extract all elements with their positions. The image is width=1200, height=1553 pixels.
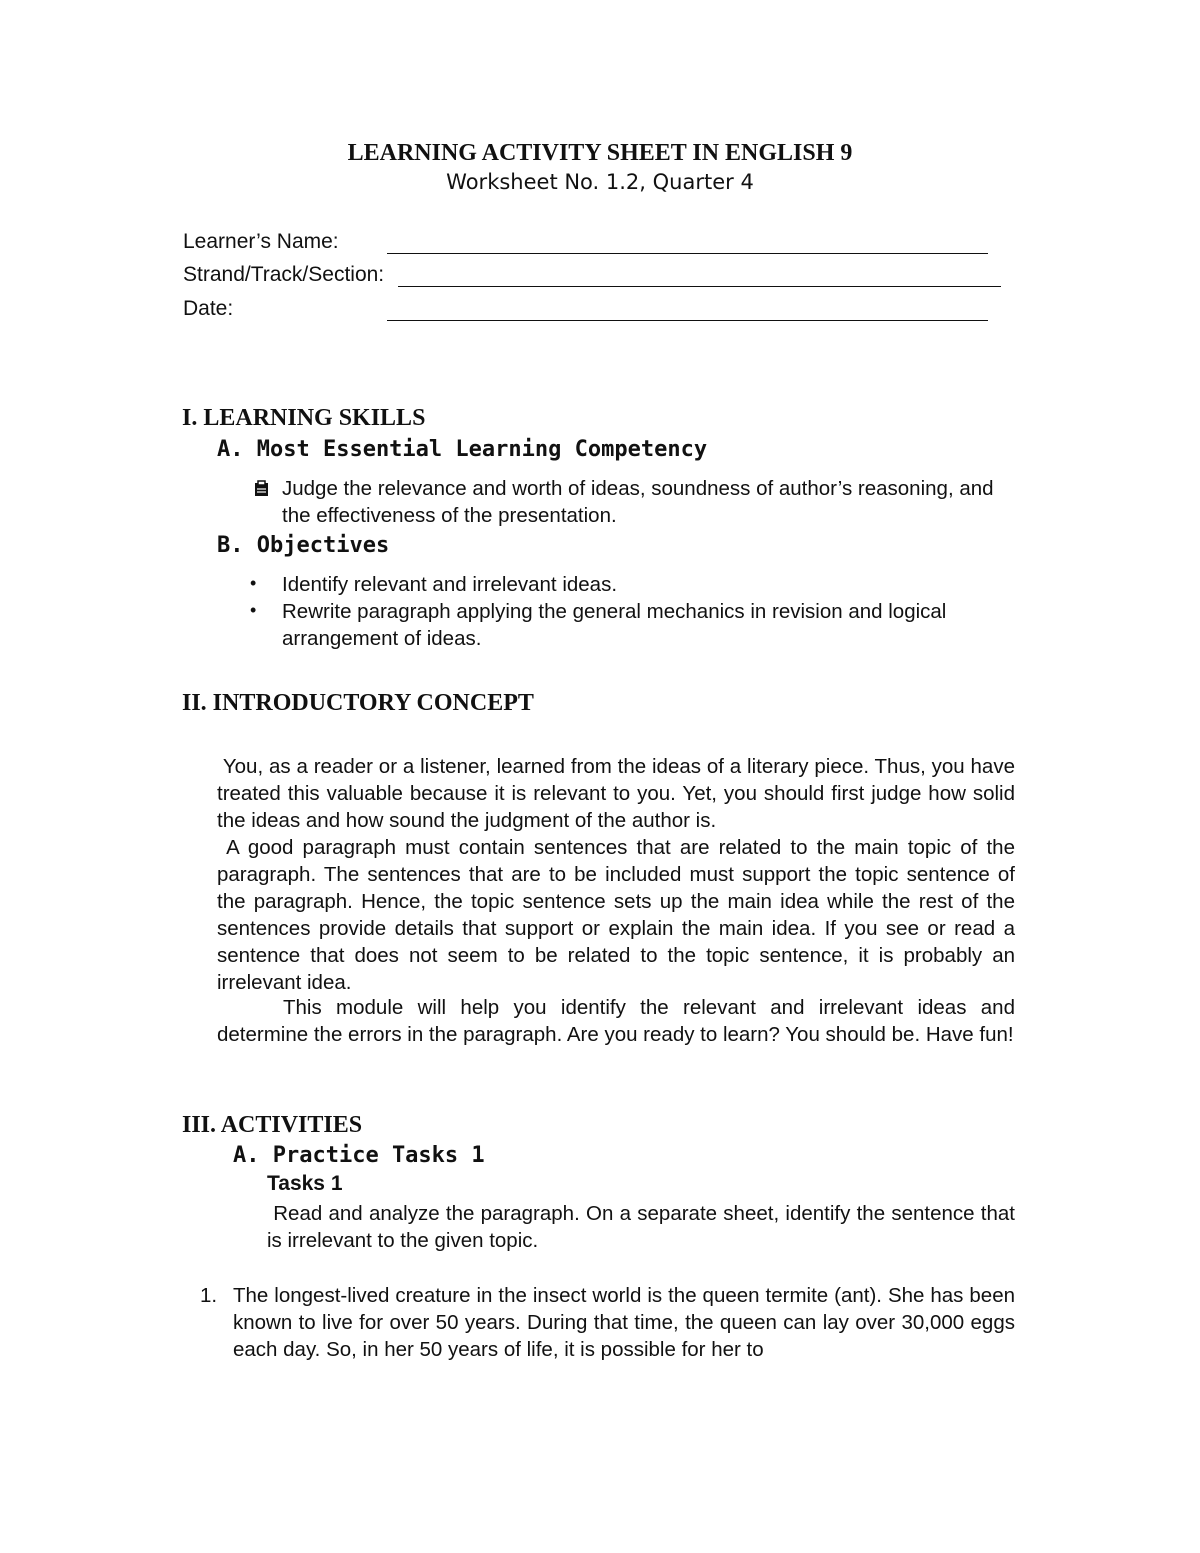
intro-paragraph-2: A good paragraph must contain sentences that are related to the main topic of the paragraph. The sentences that are to be included must support the topic sentence of the paragraph. Hence, the topic sentence sets up the main idea while the rest of the sentences provide details that support or explain the main idea. If you see or read a sentence that does not seem to be related to the topic sentence, it is probably an irrelevant idea. bbox=[217, 836, 1021, 994]
intro-paragraph-1: You, as a reader or a listener, learned from the ideas of a literary piece. Thus, you have treated this valuable because it is relevant to you. Yet, you should first judge how solid the ideas and how sound the judgment of the author is. bbox=[217, 755, 1021, 832]
competency-text: Judge the relevance and worth of ideas, soundness of author’s reasoning, and the effectiveness of the presentation. bbox=[282, 477, 994, 527]
activities-heading: III. ACTIVITIES bbox=[182, 1112, 363, 1138]
clipboard-icon bbox=[253, 480, 271, 498]
date-field[interactable] bbox=[387, 320, 988, 321]
task-instructions: Read and analyze the paragraph. On a separate sheet, identify the sentence that is irrelevant to the given topic. bbox=[267, 1202, 1021, 1252]
introductory-concept-heading: II. INTRODUCTORY CONCEPT bbox=[182, 690, 534, 716]
competency-heading: A. Most Essential Learning Competency bbox=[217, 437, 708, 462]
strand-section-label: Strand/Track/Section: bbox=[183, 263, 385, 286]
learning-skills-heading: I. LEARNING SKILLS bbox=[182, 405, 426, 431]
task-title: Tasks 1 bbox=[267, 1172, 343, 1195]
bullet-icon: • bbox=[250, 600, 257, 620]
objective-item: Rewrite paragraph applying the general mechanics in revision and logical arrangement of ideas. bbox=[282, 600, 947, 650]
intro-paragraph-3: This module will help you identify the relevant and irrelevant ideas and determine the errors in the paragraph. Are you ready to learn? You should be. Have fun! bbox=[217, 996, 1015, 1046]
task-item-paragraph: The longest-lived creature in the insect world is the queen termite (ant). She has been known to live for over 50 years. During that time, the queen can lay over 30,000 eggs each day. So, in her 50 years of life, it is possible for her to bbox=[233, 1284, 1015, 1361]
item-number: 1. bbox=[200, 1284, 218, 1307]
practice-tasks-heading: A. Practice Tasks 1 bbox=[233, 1143, 485, 1168]
worksheet-title: LEARNING ACTIVITY SHEET IN ENGLISH 9 bbox=[347, 140, 853, 166]
objectives-heading: B. Objectives bbox=[217, 533, 390, 558]
date-label: Date: bbox=[183, 297, 234, 320]
objective-item: Identify relevant and irrelevant ideas. bbox=[282, 573, 618, 596]
learner-name-field[interactable] bbox=[387, 253, 988, 254]
learner-name-label: Learner’s Name: bbox=[183, 230, 339, 253]
strand-section-field[interactable] bbox=[398, 286, 1001, 287]
bullet-icon: • bbox=[250, 573, 257, 593]
worksheet-subtitle: Worksheet No. 1.2, Quarter 4 bbox=[446, 170, 754, 194]
